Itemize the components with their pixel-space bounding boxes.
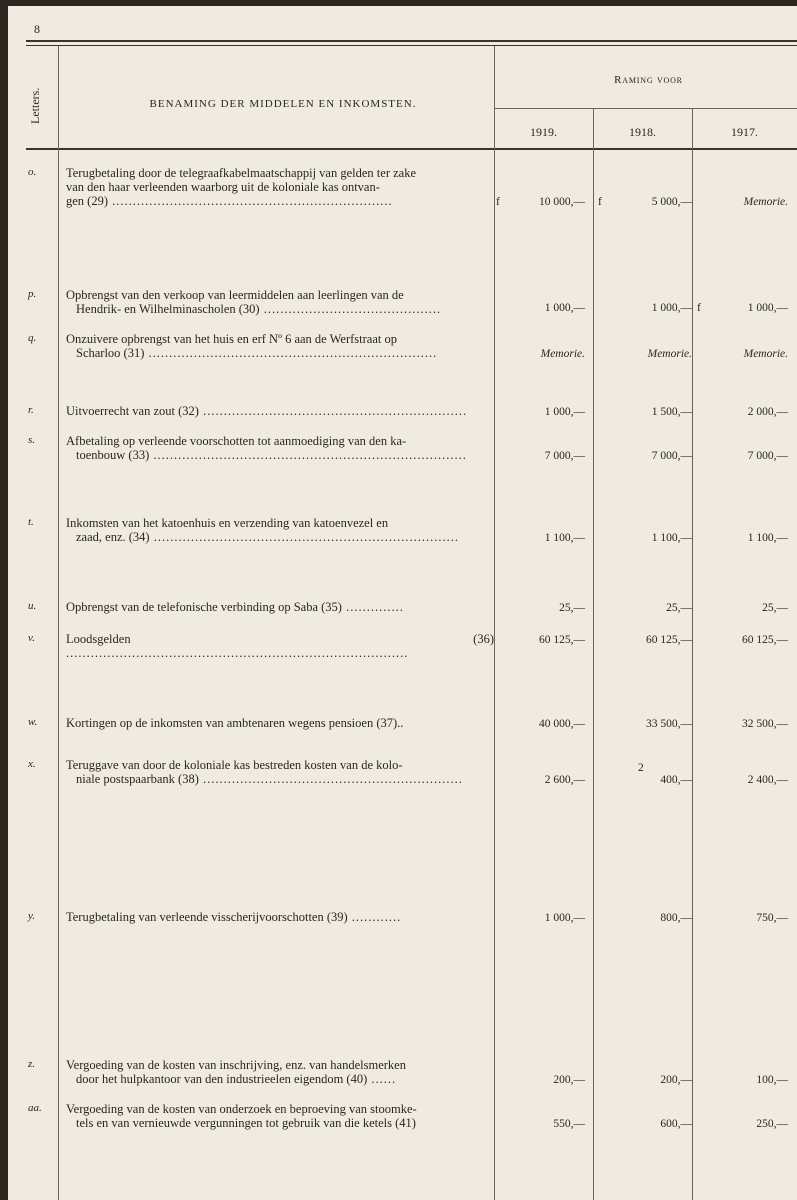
top-rule [26,40,797,42]
amount-1919: 200,— [553,1074,585,1086]
row-description [66,166,494,208]
leader-dots: ...... [367,1072,397,1086]
amount-1919: 550,— [553,1118,585,1130]
amount-1919: 1 100,— [544,532,585,544]
amount-1918: 1 500,— [651,406,692,418]
amount-1918: 1 000,— [651,302,692,314]
row-description [66,1058,494,1086]
leader-dots: ............ [347,910,402,924]
row-letter: s. [28,434,36,446]
desc-line: Onzuivere opbrengst van het huis en erf Nº 6 aan de Werfstraat op [66,332,397,346]
row-letter: o. [28,166,37,178]
amount-1918: 7 000,— [651,450,692,462]
amount-1919: 40 000,— [539,718,585,730]
desc-line: Opbrengst van den verkoop van leermiddelen aan leerlingen van de [66,288,404,302]
amount-1918: 60 125,— [646,634,692,646]
desc-text: Terugbetaling van verleende visscherijvoorschotten (39) [66,910,348,924]
amount-1919: 10 000,— [539,196,585,208]
page-number: 8 [34,22,40,36]
desc-line: Vergoeding van de kosten van inschrijving, enz. van handelsmerken [66,1058,406,1072]
row-description [66,716,494,730]
desc-text: Kortingen op de inkomsten van ambtenaren wegens pensioen (37).. [66,716,404,730]
amount-1917: 1 000,— [747,302,788,314]
amount-1918: 600,— [660,1118,692,1130]
currency-mark: f [598,196,602,208]
amount-1919: 1 000,— [544,406,585,418]
desc-line: Inkomsten van het katoenhuis en verzending van katoenvezel en [66,516,389,530]
desc-text: Uitvoerrecht van zout (32) [66,404,199,418]
row-letter: x. [28,758,36,770]
amount-1917: 2 000,— [747,406,788,418]
desc-text: zaad, enz. (34) [76,530,150,544]
amount-1917: 750,— [756,912,788,924]
amount-1918: 400,— [660,774,692,786]
row-letter: v. [28,632,35,644]
desc-line-last [66,1072,494,1086]
amount-1917: Memorie. [743,348,788,360]
year-1917-header: 1917. [731,125,758,139]
desc-text: Opbrengst van de telefonische verbinding op Saba (35) [66,600,342,614]
amount-1917: 2 400,— [747,774,788,786]
row-description [66,632,494,660]
amount-1918: 25,— [666,602,692,614]
desc-line-last [66,302,494,316]
raming-header: Raming voor [614,74,683,86]
amount-1917: 1 100,— [747,532,788,544]
amount-1917: 25,— [762,602,788,614]
ledger-page [8,6,797,1200]
year-1918-header: 1918. [629,125,656,139]
leader-dots: ................................................................................... [66,646,409,660]
row-description [66,910,494,924]
desc-line-last [66,1116,494,1130]
amount-1917: 32 500,— [742,718,788,730]
amount-1919: 25,— [559,602,585,614]
row-description [66,516,494,544]
year-1919-column-line [593,108,594,1200]
desc-line: Vergoeding van de kosten van onderzoek en beproeving van stoomke- [66,1102,417,1116]
desc-line-last [66,716,494,730]
row-description [66,1102,494,1130]
letters-header: Letters. [28,87,42,124]
row-description [66,404,494,418]
row-letter: aa. [28,1102,42,1114]
year-1919-header: 1919. [530,125,557,139]
amount-1919: 2 600,— [544,774,585,786]
amount-1918: 1 100,— [651,532,692,544]
amount-1918: 33 500,— [646,718,692,730]
leader-dots: .......................................................................... [149,530,459,544]
amount-1919: 7 000,— [544,450,585,462]
amount-1917: 100,— [756,1074,788,1086]
desc-line: van den haar verleenden waarborg uit de koloniale kas ontvan- [66,180,380,194]
desc-line-last [66,772,494,786]
desc-text: toenbouw (33) [76,448,150,462]
desc-line-last [66,448,494,462]
row-letter: w. [28,716,38,728]
desc-line-last [66,600,494,614]
leader-dots: ........................................... [259,302,442,316]
raming-divider [494,108,797,109]
desc-line: Teruggave van door de koloniale kas bestreden kosten van de kolo- [66,758,403,772]
column-title: BENAMING DER MIDDELEN EN INKOMSTEN. [149,98,417,110]
amount-1917: Memorie. [743,196,788,208]
desc-line: Terugbetaling door de telegraafkabelmaatschappij van gelden ter zake [66,166,416,180]
letters-column-line [58,46,59,1200]
letters-header-wrap [28,87,64,139]
row-description [66,332,494,360]
amount-1918: 800,— [660,912,692,924]
currency-mark: f [697,302,701,314]
desc-line-last [66,404,494,418]
row-description [66,288,494,316]
desc-text: tels en van vernieuwde vergunningen tot gebruik van die ketels (41) [76,1116,416,1130]
amount-1918: 5 000,— [651,196,692,208]
amount-1919: 1 000,— [544,302,585,314]
amount-1919: 60 125,— [539,634,585,646]
amount-1918: 200,— [660,1074,692,1086]
top-rule-thin [26,45,797,46]
leader-dots: ............................................................................ [149,448,467,462]
amount-1919: 1 000,— [544,912,585,924]
leader-dots: ............................................................... [198,772,463,786]
row-letter: t. [28,516,34,528]
desc-line: Afbetaling op verleende voorschotten tot aanmoediging van den ka- [66,434,407,448]
desc-text: Hendrik- en Wilhelminascholen (30) [76,302,260,316]
desc-line-last [66,194,494,208]
desc-column-line [494,46,495,1200]
leader-dots: ................................................................ [198,404,468,418]
row-description [66,600,494,614]
leader-dots: ...................................................................... [144,346,438,360]
header-bottom-rule [26,148,797,150]
desc-line-last [66,346,494,360]
row-letter: q. [28,332,37,344]
row-letter: y. [28,910,36,922]
leader-dots: .............. [341,600,404,614]
desc-text: niale postspaarbank (38) [76,772,199,786]
desc-text: gen (29) [66,194,108,208]
year-1918-column-line [692,108,693,1200]
row-letter: u. [28,600,37,612]
amount-1919: Memorie. [540,348,585,360]
row-description [66,758,494,786]
desc-line-last [66,632,494,660]
row-description [66,434,494,462]
desc-line-last [66,910,494,924]
desc-text: door het hulpkantoor van den industrieelen eigendom (40) [76,1072,368,1086]
desc-line-last [66,530,494,544]
amount-1917: 60 125,— [742,634,788,646]
row-letter: p. [28,288,37,300]
row-letter: z. [28,1058,36,1070]
desc-text: Loodsgelden (36) [66,632,494,646]
leader-dots: .................................................................... [108,194,393,208]
amount-1917: 7 000,— [747,450,788,462]
amount-1918-superscript: 2 [638,762,644,774]
amount-1918: Memorie. [647,348,692,360]
desc-text: Scharloo (31) [76,346,145,360]
amount-1917: 250,— [756,1118,788,1130]
currency-mark: f [496,196,500,208]
row-letter: r. [28,404,34,416]
